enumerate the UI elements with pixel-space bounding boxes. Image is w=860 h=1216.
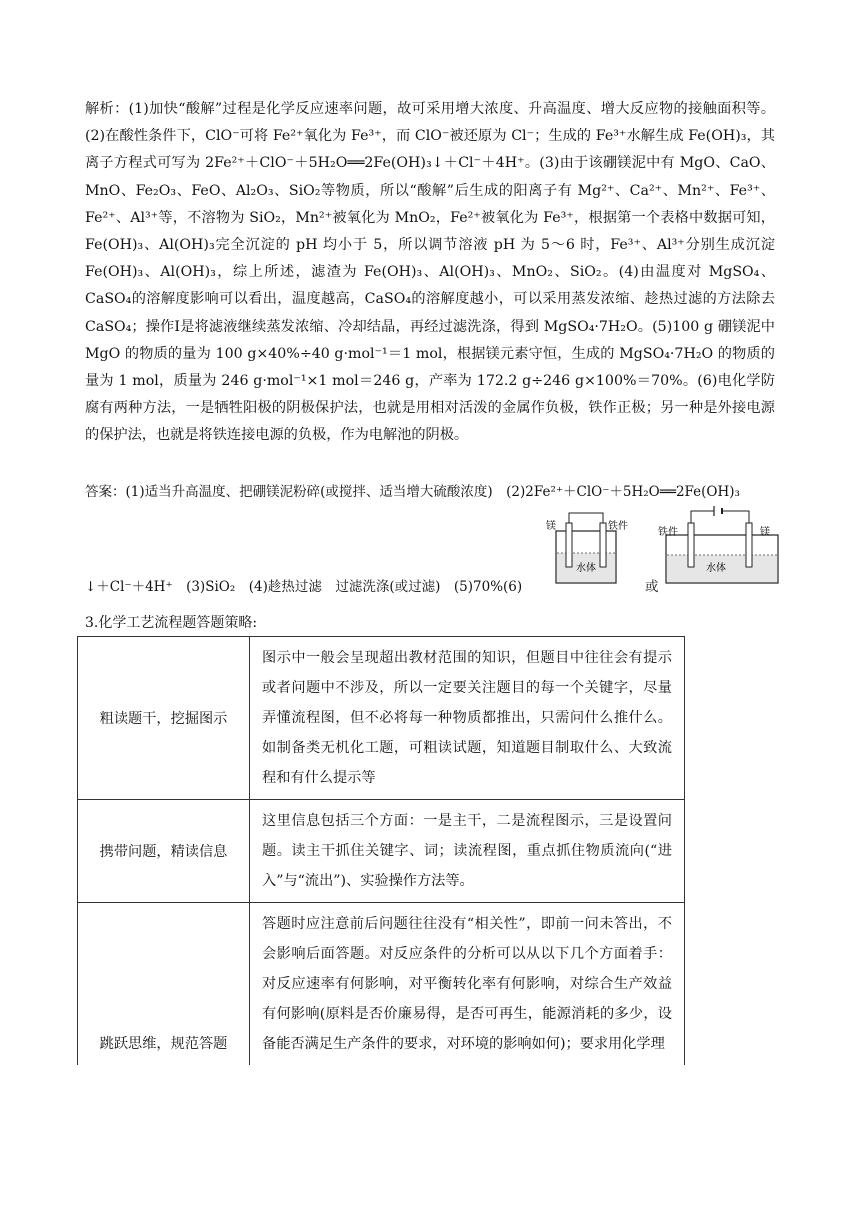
section-title: 3.化学工艺流程题答题策略: [85, 615, 258, 631]
fig1-fe-label: 铁件 [608, 521, 628, 532]
analysis-paragraph: 解析：(1)加快“酸解”过程是化学反应速率问题，故可采用增大浓度、升高温度、增大反应物的接触面积等。(2)在酸性条件下，ClO⁻可将 Fe²⁺氧化为 Fe³⁺，而 ClO⁻被还原为 Cl⁻；生成的 Fe³⁺水解生成 Fe(OH)₃，其离子方程式可写为 2Fe²⁺＋ClO⁻＋5H₂O══2Fe(OH)₃↓＋Cl⁻＋4H⁺。(3)由于该硼镁泥中有 MgO、CaO、MnO、Fe₂O₃、FeO、Al₂O₃、SiO₂等物质，所以“酸解”后生成的阳离子有 Mg²⁺、Ca²⁺、Mn²⁺、Fe³⁺、Fe²⁺、Al³⁺等，不溶物为 SiO₂，Mn²⁺被氧化为 MnO₂，Fe²⁺被氧化为 Fe³⁺，根据第一个表格中数据可知，Fe(OH)₃、Al(OH)₃完全沉淀的 pH 均小于 5，所以调节溶液 pH 为 5～6 时，Fe³⁺、Al³⁺分别生成沉淀 Fe(OH)₃、Al(OH)₃，综上所述，滤渣为 Fe(OH)₃、Al(OH)₃、MnO₂、SiO₂。(4)由温度对 MgSO₄、CaSO₄的溶解度影响可以看出，温度越高，CaSO₄的溶解度越小，可以采用蒸发浓缩、趁热过滤的方法除去 CaSO₄；操作Ⅰ是将滤液继续蒸发浓缩、冷却结晶，再经过滤洗涤，得到 MgSO₄·7H₂O。(5)100 g 硼镁泥中 MgO 的物质的量为 100 g×40%÷40 g·mol⁻¹＝1 mol，根据镁元素守恒，生成的 MgSO₄·7H₂O 的物质的量为 1 mol，质量为 246 g·mol⁻¹×1 mol＝246 g，产率为 172.2 g÷246 g×100%＝70%。(6)电化学防腐有两种方法，一是牺牲阳极的阴极保护法，也就是用相对活泼的金属作负极，铁作正极；另一种是外接电源的保护法，也就是将铁连接电源的负极，作为电解池的阴极。 [85, 101, 775, 444]
answer-line-2: ↓＋Cl⁻＋4H⁺ (3)SiO₂ (4)趁热过滤 过滤洗涤(或过滤) (5)70%(6) [85, 579, 523, 595]
analysis-section [85, 96, 775, 450]
fig1-mg-label: 镁 [546, 521, 556, 532]
fig2-water-label: 水体 [706, 563, 726, 574]
fig1-water-label: 水体 [576, 563, 596, 574]
row-label: 粗读题干，挖掘图示 [78, 637, 250, 800]
corrosion-protection-figures [546, 505, 786, 590]
strategy-table [77, 636, 685, 1065]
fig2-mg-label: 镁 [760, 527, 770, 538]
row-content: 答题时应注意前后问题往往没有“相关性”，即前一问未答出，不会影响后面答题。对反应条件的分析可以从以下几个方面着手：对反应速率有何影响，对平衡转化率有何影响，对综合生产效益有何影响(原料是否价廉易得，是否可再生，能源消耗的多少，设备能否满足生产条件的要求，对环境的影响如何)；要求用化学理 [250, 903, 685, 1066]
row-label: 携带问题，精读信息 [78, 800, 250, 903]
fig2-fe-label: 铁件 [658, 527, 678, 538]
answer-section [85, 480, 815, 504]
table-row [78, 637, 685, 800]
row-label: 跳跃思维，规范答题 [78, 903, 250, 1066]
answer-line-1: 答案：(1)适当升高温度、把硼镁泥粉碎(或搅拌、适当增大硫酸浓度) (2)2Fe²⁺＋ClO⁻＋5H₂O══2Fe(OH)₃ [85, 484, 740, 500]
impressed-current-figure [658, 506, 778, 583]
or-label: 或 [645, 579, 659, 595]
row-content: 这里信息包括三个方面：一是主干，二是流程图示，三是设置问题。读主干抓住关键字、词；读流程图，重点抓住物质流向(“进入”与“流出”)、实验操作方法等。 [250, 800, 685, 903]
table-row [78, 800, 685, 903]
sacrificial-anode-figure [546, 513, 628, 583]
table-row [78, 903, 685, 1066]
row-content: 图示中一般会呈现超出教材范围的知识，但题目中往往会有提示或者问题中不涉及，所以一定要关注题目的每一个关键字，尽量弄懂流程图，但不必将每一种物质都推出，只需问什么推什么。如制备类无机化工题，可粗读试题，知道题目制取什么、大致流程和有什么提示等 [250, 637, 685, 800]
